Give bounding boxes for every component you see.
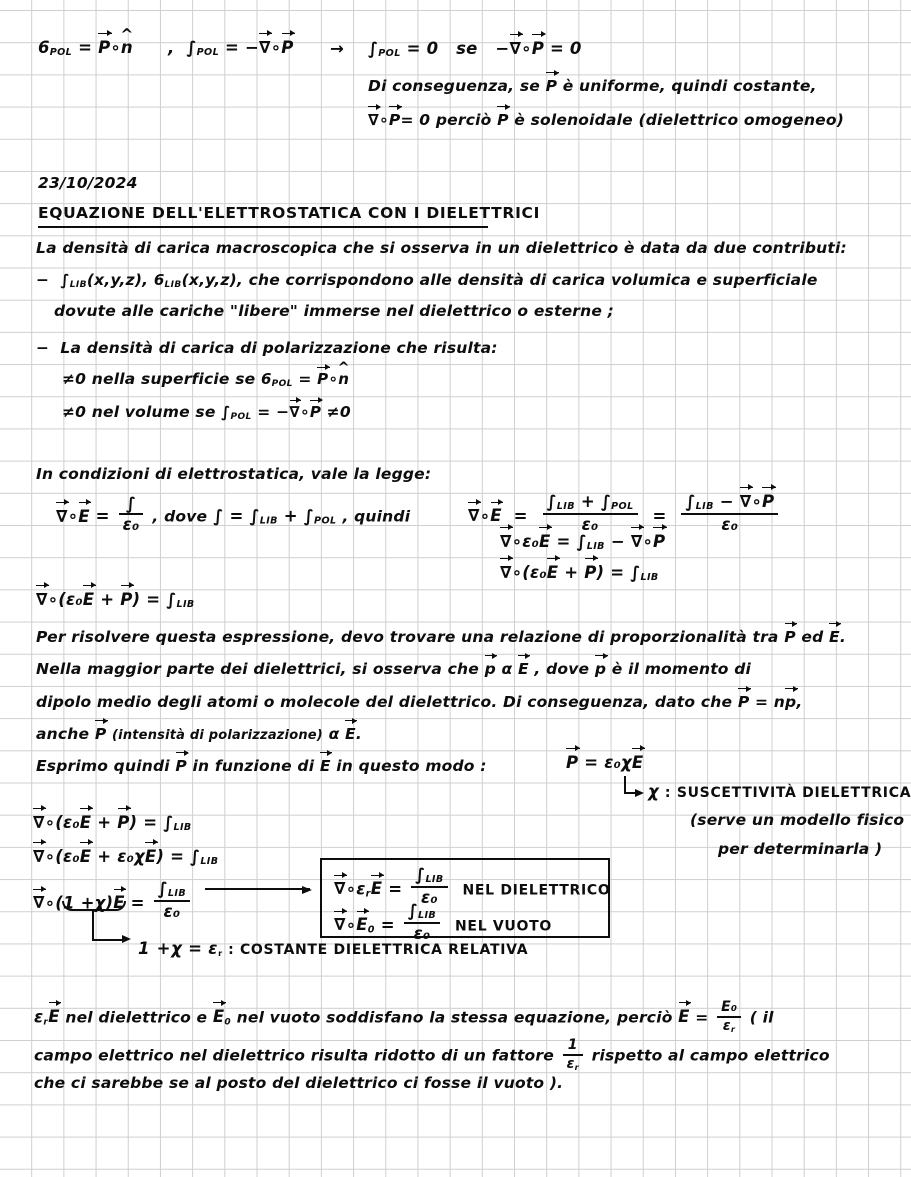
paragraph-line-4 bbox=[36, 725, 362, 743]
nabla-operator: ∇ bbox=[630, 532, 643, 551]
chi-note-line-2: per determinarla ) bbox=[718, 840, 883, 858]
fraction-numerator bbox=[411, 866, 447, 886]
plus-sign: + bbox=[580, 492, 595, 511]
paragraph-line-1 bbox=[36, 628, 846, 645]
nabla-operator: ∇ bbox=[739, 492, 752, 511]
epsilon-zero: ε₀ bbox=[604, 753, 622, 772]
rho-symbol: ∫ bbox=[60, 271, 70, 289]
equals-sign: = bbox=[556, 532, 571, 551]
sigma-symbol: 6 bbox=[260, 370, 272, 388]
epsilon-symbol: ε bbox=[208, 939, 219, 958]
restated-displacement-equation bbox=[36, 590, 195, 610]
equals-sign: = bbox=[380, 915, 395, 935]
vector-E: E bbox=[113, 893, 125, 913]
sigma-symbol: 6 bbox=[153, 271, 165, 289]
brace-arrow-head bbox=[122, 935, 131, 943]
rho-pol-subscript: POL bbox=[314, 515, 337, 527]
colon: : bbox=[228, 942, 235, 958]
boxed-equation-dielectric bbox=[334, 866, 611, 906]
vector-E: E bbox=[319, 757, 331, 775]
rho-arguments: (x,y,z), bbox=[86, 271, 149, 289]
close-paren: ) bbox=[596, 563, 605, 582]
fraction-denominator: ε₀ bbox=[154, 900, 190, 920]
proportional-symbol: α bbox=[328, 725, 340, 743]
derivation-chain-line-2 bbox=[500, 532, 665, 552]
vector-E: E bbox=[490, 506, 502, 526]
implies-long-arrow bbox=[205, 888, 310, 890]
equals-zero: = 0 bbox=[406, 39, 439, 58]
equals-n: = n bbox=[754, 693, 786, 711]
rho-minus-divP-fraction bbox=[681, 492, 778, 533]
dot-operator: ∘ bbox=[44, 847, 56, 866]
equals-sign: = bbox=[229, 506, 244, 526]
dot-operator: ∘ bbox=[511, 563, 523, 582]
rho-lib-symbol: ∫ bbox=[630, 563, 641, 582]
epsilon-zero: ε₀ bbox=[62, 847, 80, 866]
brace-elbow-horizontal bbox=[92, 939, 124, 941]
bullet-1-text: che corrispondono alle densità di carica volumica e superficiale bbox=[248, 271, 818, 289]
esprimo-text-c: in questo modo : bbox=[336, 757, 487, 775]
nabla-operator: ∇ bbox=[500, 532, 512, 551]
period: . bbox=[839, 628, 846, 646]
vector-E: E bbox=[79, 813, 92, 832]
open-paren: ( bbox=[55, 813, 63, 832]
dot-operator: ∘ bbox=[44, 893, 56, 913]
fraction-denominator bbox=[717, 1016, 741, 1034]
rho-subscript: POL bbox=[230, 411, 252, 422]
equals-sign: = bbox=[95, 506, 110, 526]
plus-sign: + bbox=[564, 563, 579, 582]
nabla-operator: ∇ bbox=[33, 813, 45, 832]
vector-E: E bbox=[370, 879, 383, 899]
nabla-operator: ∇ bbox=[334, 915, 346, 935]
chi-symbol: χ bbox=[171, 939, 183, 958]
rho-lib-symbol: ∫ bbox=[415, 865, 426, 884]
vector-P: P bbox=[94, 725, 107, 743]
vacuum-label: NEL VUOTO bbox=[455, 918, 552, 935]
rho-lib-subscript: LIB bbox=[200, 856, 219, 868]
solenoidal-text: è solenoidale (dielettrico omogeneo) bbox=[514, 111, 845, 129]
vector-E0: E bbox=[212, 1007, 225, 1027]
paragraph-text-b: Nella maggior parte dei dielettrici, si osserva che bbox=[36, 660, 479, 678]
unit-normal-n: n ^ bbox=[121, 39, 133, 56]
equals-sign: = bbox=[513, 506, 528, 526]
epsilon-r-subscript: r bbox=[574, 1061, 579, 1072]
one-plus: 1 + bbox=[138, 939, 172, 958]
bullet-1-line-2: dovute alle cariche "libere" immerse nel dielettrico o esterne ; bbox=[54, 302, 615, 320]
equals-sign: = bbox=[652, 506, 667, 526]
dove-keyword: , dove bbox=[152, 507, 208, 526]
dot-operator: ∘ bbox=[511, 532, 523, 551]
epsilon-r-subscript: r bbox=[43, 1017, 49, 1028]
vector-E: E bbox=[829, 628, 840, 646]
chi-symbol: χ bbox=[94, 893, 106, 913]
chi-symbol: χ bbox=[648, 782, 660, 801]
fraction-numerator bbox=[404, 902, 440, 922]
epsilon-r-subscript: r bbox=[218, 947, 223, 958]
dot-operator: ∘ bbox=[47, 590, 59, 609]
vector-E: E bbox=[144, 847, 157, 866]
rho-pol-subscript: POL bbox=[611, 501, 634, 513]
fraction-numerator: E₀ bbox=[721, 999, 738, 1015]
dot-operator: ∘ bbox=[521, 39, 532, 58]
rho-lib-subscript: LIB bbox=[586, 541, 605, 553]
esprimo-text-a: Esprimo quindi bbox=[36, 757, 170, 775]
rho-lib-subscript: LIB bbox=[176, 599, 195, 611]
paragraph-line-3 bbox=[36, 693, 802, 710]
rho-over-epsilon0-fraction bbox=[119, 495, 144, 533]
period: . bbox=[355, 725, 362, 743]
fraction-numerator: 1 bbox=[567, 1037, 578, 1053]
open-paren: ( bbox=[55, 847, 63, 866]
rho-lib-symbol: ∫ bbox=[685, 492, 696, 511]
rho-lib-subscript: LIB bbox=[425, 874, 444, 886]
equals-sign: = bbox=[188, 939, 203, 958]
rho-lib-symbol: ∫ bbox=[166, 590, 177, 609]
dot-operator: ∘ bbox=[345, 915, 357, 935]
vector-E: E bbox=[48, 1007, 60, 1027]
consequence-line-2 bbox=[368, 111, 844, 128]
vector-P: P bbox=[117, 813, 130, 832]
conclusion-line-2 bbox=[34, 1038, 830, 1071]
implication-arrow bbox=[330, 40, 344, 57]
nabla-operator: ∇ bbox=[468, 506, 480, 526]
close-paren: ) bbox=[129, 813, 138, 832]
sigma-arguments: (x,y,z), bbox=[181, 271, 243, 289]
dot-operator: ∘ bbox=[299, 403, 310, 421]
rho-symbol: ∫ bbox=[368, 39, 379, 58]
fraction-denominator bbox=[563, 1054, 583, 1072]
rho-pol-symbol: ∫ bbox=[600, 492, 612, 511]
paragraph-text-e: dipolo medio degli atomi o molecole del dielettrico. Di conseguenza, dato che bbox=[36, 693, 733, 711]
rho-pol-symbol: ∫ bbox=[303, 506, 315, 526]
nabla-operator: ∇ bbox=[289, 403, 300, 421]
vector-P: P bbox=[497, 111, 509, 129]
rho-subscript: POL bbox=[378, 48, 401, 60]
not-equal-zero: ≠0 bbox=[62, 403, 87, 421]
comma: , bbox=[796, 693, 803, 711]
consequence-text-a: Di conseguenza, se bbox=[368, 77, 540, 95]
vector-P: P bbox=[761, 492, 775, 511]
rho-lib-subscript: LIB bbox=[695, 501, 714, 513]
rho-lib-subscript: LIB bbox=[640, 572, 659, 584]
one-over-epsr-fraction bbox=[563, 1038, 583, 1071]
chi-note-line-1: (serve un modello fisico bbox=[690, 811, 905, 829]
epsilon-zero: ε₀ bbox=[529, 563, 547, 582]
fraction-numerator: ∫ bbox=[125, 494, 137, 513]
nabla-operator: ∇ bbox=[33, 893, 45, 913]
equals-sign: = bbox=[78, 38, 93, 57]
equals-sign: = bbox=[130, 893, 145, 913]
epsilon-zero: ε₀ bbox=[62, 813, 80, 832]
rho-lib-symbol: ∫ bbox=[576, 532, 587, 551]
vector-E: E bbox=[517, 660, 529, 678]
relative-permittivity-text: COSTANTE DIELETTRICA RELATIVA bbox=[239, 942, 529, 958]
conclusion-open-paren: ( il bbox=[749, 1008, 774, 1027]
equals-sign: = bbox=[695, 1008, 709, 1027]
dot-operator: ∘ bbox=[328, 370, 339, 388]
equals-sign: = bbox=[298, 370, 312, 388]
close-paren: ) bbox=[105, 893, 114, 913]
sigma-subscript: POL bbox=[49, 47, 73, 59]
bullet-2-line-1 bbox=[36, 340, 498, 356]
vector-E0: E bbox=[356, 915, 368, 935]
vector-P: P bbox=[175, 757, 187, 775]
equals-sign: = bbox=[170, 847, 185, 866]
dot-operator: ∘ bbox=[379, 111, 389, 129]
nabla-operator: ∇ bbox=[368, 111, 380, 129]
underbrace bbox=[62, 901, 126, 911]
dot-operator: ∘ bbox=[479, 506, 491, 526]
nabla-operator: ∇ bbox=[334, 879, 346, 899]
epsilon-r-subscript: r bbox=[365, 888, 371, 900]
equals-sign: = bbox=[584, 753, 599, 772]
rho-subscript: POL bbox=[196, 47, 220, 59]
vector-P: P bbox=[309, 403, 322, 421]
minus-sign: − bbox=[610, 532, 625, 551]
rho-symbol: ∫ bbox=[186, 38, 197, 57]
se-keyword: se bbox=[456, 39, 478, 58]
dot-operator: ∘ bbox=[270, 38, 282, 57]
plus-sign: + bbox=[97, 847, 112, 866]
minus-sign: − bbox=[495, 39, 510, 58]
nabla-operator: ∇ bbox=[500, 563, 512, 582]
conclusion-line-3: che ci sarebbe se al posto del dielettrico ci fosse il vuoto ). bbox=[34, 1074, 564, 1092]
ed-keyword: ed bbox=[801, 628, 824, 646]
vector-E: E bbox=[79, 847, 92, 866]
equals-minus: = − bbox=[257, 403, 290, 421]
surface-text: nella superficie se bbox=[91, 370, 256, 388]
title-underline bbox=[38, 226, 488, 228]
consequence-line-1 bbox=[368, 77, 817, 94]
equals-sign: = bbox=[388, 879, 403, 899]
epsilon-symbol: ε bbox=[722, 1017, 731, 1034]
plus-sign: + bbox=[283, 506, 298, 526]
epsilon-symbol: ε bbox=[566, 1055, 575, 1072]
vector-E: E bbox=[82, 590, 95, 609]
intro-lead: La densità di carica macroscopica che si osserva in un dielettrico è data da due contributi: bbox=[36, 239, 847, 257]
epsilon-zero: ε₀ bbox=[522, 532, 540, 551]
dot-operator: ∘ bbox=[751, 492, 762, 511]
rho-lib-symbol: ∫ bbox=[249, 506, 260, 526]
not-equal-zero: ≠0 bbox=[326, 403, 351, 421]
constitutive-relation bbox=[566, 753, 643, 771]
paragraph-text-d: è il momento di bbox=[611, 660, 752, 678]
rholib-over-eps0-fraction bbox=[154, 880, 190, 920]
fraction-denominator: ε₀ bbox=[543, 513, 638, 533]
rho-pol-equation bbox=[168, 38, 294, 58]
derivation-chain-line-3 bbox=[500, 563, 659, 583]
vector-p-dipole: p bbox=[484, 660, 496, 678]
vector-P: P bbox=[120, 590, 133, 609]
rho-lib-symbol: ∫ bbox=[407, 901, 418, 920]
boxed-equation-vacuum bbox=[334, 902, 552, 942]
vector-P: P bbox=[784, 628, 796, 646]
chi-symbol: χ bbox=[621, 753, 632, 772]
derivation-step-1 bbox=[33, 813, 192, 833]
bullet-2-surface-condition bbox=[62, 371, 349, 389]
paragraph-line-5 bbox=[36, 757, 487, 774]
paragraph-line-2 bbox=[36, 660, 751, 677]
volume-text: nel volume se bbox=[91, 403, 216, 421]
vector-P: P bbox=[584, 563, 597, 582]
E0-over-epsr-fraction bbox=[717, 1000, 741, 1033]
vector-E: E bbox=[345, 725, 356, 743]
conclusion-text-b: nel vuoto soddisfano la stessa equazione, perciò bbox=[236, 1008, 673, 1027]
unit-normal-n: n ^ bbox=[338, 372, 349, 388]
dot-operator: ∘ bbox=[642, 532, 654, 551]
fraction-denominator: ε₀ bbox=[681, 513, 778, 533]
nabla-operator: ∇ bbox=[56, 506, 68, 526]
dot-operator: ∘ bbox=[345, 879, 357, 899]
sigma-pol-equation bbox=[38, 38, 133, 58]
vector-E: E bbox=[546, 563, 559, 582]
brace-stem bbox=[92, 911, 94, 941]
E0-subscript: 0 bbox=[367, 924, 375, 936]
polarization-intensity-note: (intensità di polarizzazione) bbox=[112, 728, 323, 743]
rho-lib-symbol: ∫ bbox=[157, 879, 168, 898]
nabla-operator: ∇ bbox=[36, 590, 48, 609]
colon: : bbox=[664, 785, 672, 801]
bullet-dash: − bbox=[36, 271, 50, 289]
vector-E: E bbox=[78, 506, 90, 526]
equals-zero: = 0 bbox=[549, 39, 582, 58]
rho-lib-subscript: LIB bbox=[417, 910, 437, 922]
vector-P: P bbox=[98, 38, 111, 57]
esprimo-text-b: in funzione di bbox=[192, 757, 315, 775]
open-paren: ( bbox=[58, 590, 66, 609]
plus-sign: + bbox=[97, 813, 112, 832]
plus-sign: + bbox=[100, 590, 115, 609]
rho-lib-symbol: ∫ bbox=[190, 847, 201, 866]
sigma-subscript: LIB bbox=[164, 279, 182, 290]
fraction-denominator: ε₀ bbox=[411, 886, 447, 906]
rho-lib-subscript: LIB bbox=[167, 888, 187, 900]
comma: , bbox=[168, 38, 175, 57]
vector-E: E bbox=[631, 753, 644, 772]
minus-sign: − bbox=[719, 492, 734, 511]
rho-lib-subscript: LIB bbox=[173, 822, 192, 834]
rho-subscript: LIB bbox=[69, 279, 87, 290]
one-plus: 1 + bbox=[62, 893, 95, 913]
vector-p-dipole: p bbox=[785, 693, 797, 711]
rho-lib-subscript: LIB bbox=[259, 515, 278, 527]
dot-operator: ∘ bbox=[67, 506, 79, 526]
paragraph-text-a: Per risolvere questa espressione, devo trovare una relazione di proporzionalità tra bbox=[36, 628, 779, 646]
bullet-2-volume-condition bbox=[62, 404, 351, 422]
bullet-1-line-1 bbox=[36, 272, 818, 290]
rho-lib-symbol: ∫ bbox=[546, 492, 557, 511]
electrostatics-intro: In condizioni di elettrostatica, vale la legge: bbox=[36, 465, 432, 483]
susceptibility-text: SUSCETTIVITÀ DIELETTRICA bbox=[676, 785, 911, 801]
vector-P: P bbox=[388, 111, 401, 129]
percio-keyword: perciò bbox=[435, 111, 492, 129]
vector-E: E bbox=[678, 1007, 690, 1027]
epsilon-zero: ε₀ bbox=[117, 847, 135, 866]
proportional-symbol: α bbox=[501, 660, 513, 678]
rho-symbol: ∫ bbox=[221, 403, 231, 421]
equals-sign: = bbox=[610, 563, 625, 582]
vector-P: P bbox=[545, 77, 558, 95]
close-paren: ) bbox=[156, 847, 165, 866]
rho-lib-subscript: LIB bbox=[556, 501, 575, 513]
vector-P: P bbox=[281, 38, 294, 57]
consequence-text-b: è uniforme, quindi costante, bbox=[562, 77, 817, 95]
chi-definition-label bbox=[648, 783, 911, 801]
open-paren: ( bbox=[522, 563, 530, 582]
rho-sum-fraction bbox=[543, 493, 638, 533]
nabla-operator: ∇ bbox=[509, 39, 522, 58]
epsilon-r-subscript: r bbox=[730, 1023, 736, 1034]
derivation-step-2 bbox=[33, 847, 218, 867]
chi-symbol: χ bbox=[134, 847, 145, 866]
right-arrow-icon: → bbox=[330, 39, 345, 58]
epsilon-r-definition bbox=[138, 940, 528, 958]
anche-keyword: anche bbox=[36, 725, 90, 743]
conclusion-text-d: rispetto al campo elettrico bbox=[591, 1046, 830, 1065]
fraction-numerator bbox=[154, 880, 190, 900]
epsilon-symbol: ε bbox=[34, 1007, 44, 1027]
vector-P: P bbox=[737, 693, 750, 711]
vector-P: P bbox=[566, 753, 579, 772]
gauss-law-equation bbox=[56, 495, 410, 533]
sigma-symbol: 6 bbox=[38, 38, 50, 57]
nabla-operator: ∇ bbox=[33, 847, 45, 866]
quindi-keyword: , quindi bbox=[342, 507, 411, 526]
bullet-dash: − bbox=[36, 339, 50, 357]
conclusion-text-c: campo elettrico nel dielettrico risulta ridotto di un fattore bbox=[34, 1046, 554, 1065]
open-paren: ( bbox=[55, 893, 63, 913]
note-date: 23/10/2024 bbox=[38, 174, 138, 192]
vector-E: E bbox=[539, 532, 551, 551]
epsilon-zero: ε₀ bbox=[65, 590, 83, 609]
close-paren: ) bbox=[132, 590, 141, 609]
equals-zero: = 0 bbox=[400, 111, 431, 129]
chi-definition-elbow-arrow bbox=[624, 776, 636, 794]
fraction-numerator bbox=[681, 492, 778, 513]
vector-p-dipole: p bbox=[594, 660, 607, 678]
rho-symbol: ∫ bbox=[213, 506, 224, 526]
fraction-denominator: ε₀ bbox=[404, 922, 440, 942]
fraction-numerator bbox=[543, 493, 638, 513]
dot-operator: ∘ bbox=[44, 813, 56, 832]
conclusion-line-1 bbox=[34, 1000, 774, 1033]
nabla-operator: ∇ bbox=[259, 38, 271, 57]
equals-minus: = − bbox=[225, 38, 260, 57]
not-equal-zero: ≠0 bbox=[62, 370, 87, 388]
equals-sign: = bbox=[146, 590, 161, 609]
vector-P: P bbox=[317, 370, 329, 388]
conclusion-text-a: nel dielettrico e bbox=[65, 1008, 208, 1027]
sigma-subscript: POL bbox=[271, 378, 293, 389]
vector-P: P bbox=[653, 532, 666, 551]
E0-subscript: 0 bbox=[224, 1017, 232, 1028]
rholib-over-eps0-fraction bbox=[404, 902, 440, 942]
page-title: EQUAZIONE DELL'ELETTROSTATICA CON I DIELETTRICI bbox=[38, 204, 541, 222]
fraction-denominator: ε₀ bbox=[119, 513, 144, 533]
derivation-chain-line-1 bbox=[468, 492, 781, 533]
rho-lib-symbol: ∫ bbox=[163, 813, 174, 832]
equals-sign: = bbox=[143, 813, 158, 832]
dot-operator: ∘ bbox=[110, 38, 121, 57]
epsilon-symbol: ε bbox=[356, 879, 366, 899]
bullet-2-text: La densità di carica di polarizzazione che risulta: bbox=[60, 339, 498, 357]
dielectric-label: NEL DIELETTRICO bbox=[462, 882, 611, 899]
rho-pol-condition bbox=[368, 39, 582, 59]
paragraph-text-c: , dove bbox=[534, 660, 590, 678]
vector-P: P bbox=[531, 39, 544, 58]
